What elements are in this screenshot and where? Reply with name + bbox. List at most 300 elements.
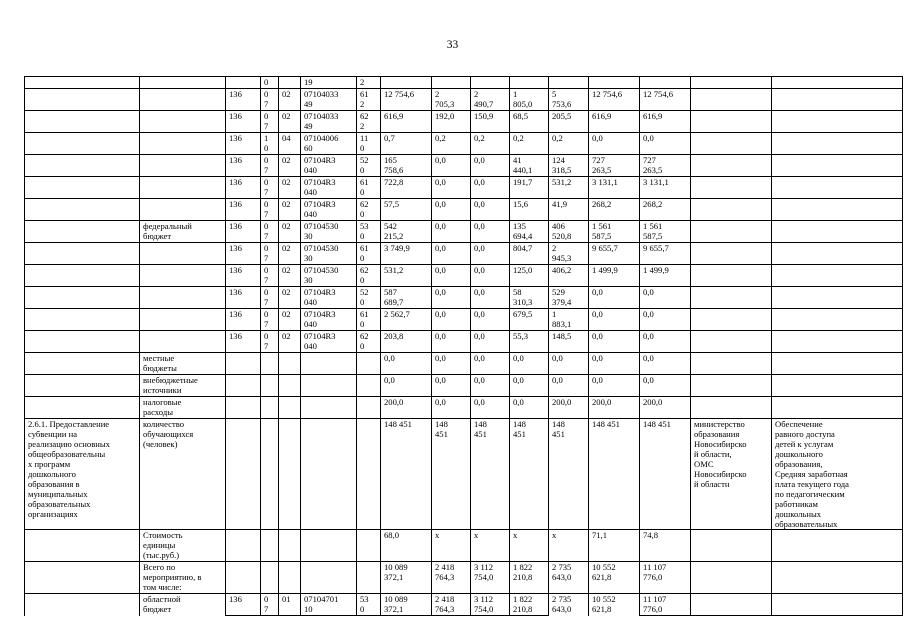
table-cell: 62 2 — [357, 111, 381, 133]
table-cell: 07104033 49 — [301, 111, 357, 133]
table-cell: 0 7 — [261, 155, 279, 177]
table-cell: 2 735 643,0 — [549, 594, 589, 616]
table-cell: 0,0 — [589, 375, 640, 397]
table-cell: 07104R3 040 — [301, 155, 357, 177]
table-cell: 52 0 — [357, 287, 381, 309]
table-row — [25, 419, 903, 530]
table-cell — [261, 562, 279, 594]
table-cell: 0,0 — [471, 397, 510, 419]
table-cell — [226, 353, 261, 375]
table-cell: 2 735 643,0 — [549, 562, 589, 594]
table-cell: 268,2 — [589, 199, 640, 221]
table-row — [25, 133, 903, 155]
table-cell — [25, 594, 140, 616]
table-cell — [226, 530, 261, 562]
table-cell: 0,0 — [432, 397, 471, 419]
table-cell: 61 0 — [357, 243, 381, 265]
table-cell: 148 451 — [432, 419, 471, 530]
table-cell — [261, 419, 279, 530]
table-cell: 587 689,7 — [381, 287, 432, 309]
table-cell — [261, 353, 279, 375]
table-cell — [25, 111, 140, 133]
table-cell — [691, 562, 772, 594]
table-cell: 148 451 — [549, 419, 589, 530]
table-cell: 0,0 — [432, 309, 471, 331]
table-cell: 61 0 — [357, 309, 381, 331]
table-cell: 15,6 — [510, 199, 549, 221]
table-cell: 136 — [226, 331, 261, 353]
table-cell — [25, 287, 140, 309]
table-cell — [691, 397, 772, 419]
table-cell: 136 — [226, 243, 261, 265]
table-cell — [25, 530, 140, 562]
table-cell: 2.6.1. Предоставление субвенции на реализацию основных общеобразовательны х программ дошкольного образования в муниципальных образовательных организациях — [25, 419, 140, 530]
table-cell: 11 0 — [357, 133, 381, 155]
table-cell — [25, 265, 140, 287]
table-cell — [432, 77, 471, 89]
table-cell: 02 — [279, 331, 301, 353]
table-cell: 3 112 754,0 — [471, 562, 510, 594]
table-cell — [691, 530, 772, 562]
table-cell: 62 0 — [357, 265, 381, 287]
table-cell: местные бюджеты — [140, 353, 226, 375]
table-cell — [25, 562, 140, 594]
table-cell — [772, 265, 903, 287]
table-cell — [25, 331, 140, 353]
table-cell: 135 694,4 — [510, 221, 549, 243]
table-cell: 0,0 — [471, 331, 510, 353]
table-cell: 0,0 — [589, 287, 640, 309]
table-cell: 136 — [226, 111, 261, 133]
table-cell: 0,0 — [589, 331, 640, 353]
table-cell — [589, 77, 640, 89]
budget-table — [24, 76, 903, 616]
table-cell: 616,9 — [381, 111, 432, 133]
table-cell: 0,2 — [510, 133, 549, 155]
table-cell — [357, 419, 381, 530]
table-cell: 3 131,1 — [589, 177, 640, 199]
table-cell: 0 7 — [261, 287, 279, 309]
table-cell — [772, 77, 903, 89]
table-cell: 722,8 — [381, 177, 432, 199]
table-cell: 71,1 — [589, 530, 640, 562]
table-cell: 804,7 — [510, 243, 549, 265]
table-cell: 0 7 — [261, 199, 279, 221]
table-cell — [691, 287, 772, 309]
table-cell: 07104R3 040 — [301, 177, 357, 199]
table-cell: 0 7 — [261, 89, 279, 111]
table-cell: 9 655,7 — [640, 243, 691, 265]
table-cell: 0,0 — [471, 353, 510, 375]
table-cell: 1 561 587,5 — [640, 221, 691, 243]
table-cell: 0,2 — [432, 133, 471, 155]
table-cell — [226, 397, 261, 419]
table-cell: 531,2 — [549, 177, 589, 199]
table-cell — [772, 133, 903, 155]
table-cell — [691, 155, 772, 177]
table-cell: 406,2 — [549, 265, 589, 287]
table-cell — [279, 77, 301, 89]
table-cell: 02 — [279, 309, 301, 331]
table-cell — [25, 353, 140, 375]
table-cell: 02 — [279, 221, 301, 243]
table-cell: 04 — [279, 133, 301, 155]
table-cell: 02 — [279, 287, 301, 309]
table-cell: 3 749,9 — [381, 243, 432, 265]
table-cell: 616,9 — [589, 111, 640, 133]
table-cell: 0,0 — [432, 375, 471, 397]
table-row — [25, 594, 903, 616]
table-cell: 136 — [226, 287, 261, 309]
table-cell — [25, 177, 140, 199]
table-cell: 02 — [279, 89, 301, 111]
table-cell: 125,0 — [510, 265, 549, 287]
table-cell — [357, 397, 381, 419]
table-cell: 0,0 — [432, 265, 471, 287]
table-cell — [140, 89, 226, 111]
table-cell: 0,0 — [510, 397, 549, 419]
table-cell — [772, 243, 903, 265]
table-cell — [226, 77, 261, 89]
table-cell — [691, 199, 772, 221]
table-cell: 02 — [279, 155, 301, 177]
table-cell: областной бюджет — [140, 594, 226, 616]
table-cell: 41 440,1 — [510, 155, 549, 177]
table-cell: 148 451 — [471, 419, 510, 530]
table-row — [25, 309, 903, 331]
table-cell: 07104530 30 — [301, 221, 357, 243]
table-cell: 0,0 — [640, 331, 691, 353]
table-row — [25, 243, 903, 265]
table-cell: 0 7 — [261, 111, 279, 133]
table-cell: 136 — [226, 594, 261, 616]
table-cell: x — [471, 530, 510, 562]
table-cell — [772, 177, 903, 199]
table-cell: 0,0 — [432, 287, 471, 309]
table-cell: 0,0 — [381, 375, 432, 397]
table-cell: 5 753,6 — [549, 89, 589, 111]
table-cell: 02 — [279, 111, 301, 133]
table-cell — [25, 133, 140, 155]
table-cell: 0,0 — [640, 287, 691, 309]
table-cell: 0,0 — [589, 353, 640, 375]
table-cell: 0,0 — [471, 287, 510, 309]
table-cell — [772, 375, 903, 397]
table-cell — [691, 133, 772, 155]
table-cell: 0,0 — [432, 221, 471, 243]
table-cell — [25, 221, 140, 243]
table-cell: 11 107 776,0 — [640, 594, 691, 616]
table-cell: 148 451 — [381, 419, 432, 530]
table-cell: 0,0 — [471, 199, 510, 221]
table-cell — [772, 594, 903, 616]
table-cell — [140, 77, 226, 89]
table-cell: 0,0 — [510, 353, 549, 375]
table-cell: 136 — [226, 155, 261, 177]
table-cell: 12 754,6 — [381, 89, 432, 111]
table-cell: 12 754,6 — [589, 89, 640, 111]
table-cell — [772, 353, 903, 375]
table-cell — [140, 199, 226, 221]
table-cell: 191,7 — [510, 177, 549, 199]
table-cell: 0 7 — [261, 594, 279, 616]
table-cell: 62 0 — [357, 199, 381, 221]
table-cell: 1 0 — [261, 133, 279, 155]
table-cell: 1 805,0 — [510, 89, 549, 111]
table-cell: 0,0 — [549, 353, 589, 375]
table-cell: 0 7 — [261, 221, 279, 243]
table-cell: 148 451 — [640, 419, 691, 530]
table-row — [25, 221, 903, 243]
table-cell: 531,2 — [381, 265, 432, 287]
table-cell: 11 107 776,0 — [640, 562, 691, 594]
table-cell: 679,5 — [510, 309, 549, 331]
table-cell: 0,0 — [432, 177, 471, 199]
table-cell: 0,0 — [432, 155, 471, 177]
table-cell: 2 705,3 — [432, 89, 471, 111]
table-cell: 10 089 372,1 — [381, 594, 432, 616]
table-row — [25, 155, 903, 177]
table-cell — [691, 375, 772, 397]
table-cell: 0 7 — [261, 177, 279, 199]
table-cell — [772, 89, 903, 111]
table-cell: 136 — [226, 309, 261, 331]
table-cell: x — [549, 530, 589, 562]
table-cell: 68,0 — [381, 530, 432, 562]
table-cell: 0,0 — [589, 309, 640, 331]
table-cell — [140, 309, 226, 331]
table-row — [25, 89, 903, 111]
table-cell — [772, 562, 903, 594]
table-cell: внебюджетные источники — [140, 375, 226, 397]
table-cell: 2 418 764,3 — [432, 562, 471, 594]
table-cell: 205,5 — [549, 111, 589, 133]
table-cell: 02 — [279, 265, 301, 287]
table-cell — [261, 397, 279, 419]
table-cell — [25, 243, 140, 265]
table-cell — [279, 397, 301, 419]
table-cell: 1 883,1 — [549, 309, 589, 331]
table-cell — [772, 309, 903, 331]
table-cell: 542 215,2 — [381, 221, 432, 243]
table-row — [25, 331, 903, 353]
table-cell: 0,2 — [471, 133, 510, 155]
page-number: 33 — [446, 39, 459, 51]
table-cell: 9 655,7 — [589, 243, 640, 265]
table-row — [25, 177, 903, 199]
table-cell: 0,0 — [381, 353, 432, 375]
table-cell: 07104R3 040 — [301, 309, 357, 331]
table-cell — [301, 375, 357, 397]
table-cell — [691, 177, 772, 199]
table-cell — [691, 243, 772, 265]
table-cell — [140, 265, 226, 287]
table-cell — [691, 221, 772, 243]
table-cell: 07104006 60 — [301, 133, 357, 155]
table-cell: 2 418 764,3 — [432, 594, 471, 616]
table-cell: 0,0 — [640, 353, 691, 375]
table-cell: 1 561 587,5 — [589, 221, 640, 243]
table-cell: 0,0 — [471, 155, 510, 177]
table-row — [25, 530, 903, 562]
table-cell — [25, 375, 140, 397]
table-cell: 200,0 — [381, 397, 432, 419]
table-cell — [772, 331, 903, 353]
table-cell: 136 — [226, 221, 261, 243]
table-cell: 136 — [226, 265, 261, 287]
table-cell: 0,0 — [471, 177, 510, 199]
table-cell: 150,9 — [471, 111, 510, 133]
table-cell: x — [432, 530, 471, 562]
table-cell — [691, 594, 772, 616]
table-cell — [25, 155, 140, 177]
table-cell — [279, 562, 301, 594]
table-cell: 0 7 — [261, 309, 279, 331]
table-cell: 07104R3 040 — [301, 331, 357, 353]
table-cell — [25, 77, 140, 89]
table-row — [25, 397, 903, 419]
table-cell: 0,0 — [471, 243, 510, 265]
table-cell: 0,0 — [589, 133, 640, 155]
table-cell: 41,9 — [549, 199, 589, 221]
table-cell — [25, 309, 140, 331]
table-cell — [510, 77, 549, 89]
table-cell — [691, 309, 772, 331]
table-cell: x — [510, 530, 549, 562]
table-cell — [301, 419, 357, 530]
table-row — [25, 375, 903, 397]
table-cell: 53 0 — [357, 221, 381, 243]
table-cell: 2 490,7 — [471, 89, 510, 111]
table-cell — [549, 77, 589, 89]
table-cell — [691, 331, 772, 353]
table-cell: 136 — [226, 133, 261, 155]
table-cell — [691, 265, 772, 287]
table-cell: 136 — [226, 177, 261, 199]
table-cell — [140, 177, 226, 199]
table-cell — [279, 353, 301, 375]
table-cell: 07104701 10 — [301, 594, 357, 616]
table-cell: Всего по мероприятию, в том числе: — [140, 562, 226, 594]
table-cell: 02 — [279, 199, 301, 221]
table-cell: 200,0 — [549, 397, 589, 419]
table-cell: 01 — [279, 594, 301, 616]
table-cell — [772, 530, 903, 562]
table-cell — [140, 331, 226, 353]
table-body — [25, 77, 903, 616]
table-row — [25, 111, 903, 133]
table-cell: 53 0 — [357, 594, 381, 616]
table-cell: 2 — [357, 77, 381, 89]
table-cell — [772, 397, 903, 419]
table-cell — [772, 111, 903, 133]
table-cell: 3 112 754,0 — [471, 594, 510, 616]
table-cell: 07104R3 040 — [301, 287, 357, 309]
table-cell: 0 7 — [261, 243, 279, 265]
table-cell — [301, 530, 357, 562]
table-cell: 12 754,6 — [640, 89, 691, 111]
table-cell: 10 552 621,8 — [589, 594, 640, 616]
table-cell: 0,7 — [381, 133, 432, 155]
table-cell: 0,0 — [640, 309, 691, 331]
table-cell — [279, 419, 301, 530]
table-cell: 136 — [226, 89, 261, 111]
table-cell — [25, 397, 140, 419]
table-cell — [279, 530, 301, 562]
table-cell: 268,2 — [640, 199, 691, 221]
table-row — [25, 265, 903, 287]
table-cell: 0,0 — [432, 331, 471, 353]
table-cell: 07104530 30 — [301, 243, 357, 265]
table-row — [25, 562, 903, 594]
table-cell: 07104R3 040 — [301, 199, 357, 221]
table-cell: 02 — [279, 177, 301, 199]
table-cell — [357, 353, 381, 375]
table-cell: количество обучающихся (человек) — [140, 419, 226, 530]
table-cell: 2 562,7 — [381, 309, 432, 331]
table-cell: 0,0 — [510, 375, 549, 397]
table-cell: 61 2 — [357, 89, 381, 111]
table-cell: 0,0 — [640, 133, 691, 155]
table-cell: 727 263,5 — [589, 155, 640, 177]
table-cell — [301, 397, 357, 419]
table-cell: 124 318,5 — [549, 155, 589, 177]
table-cell: 02 — [279, 243, 301, 265]
table-cell: 406 520,8 — [549, 221, 589, 243]
table-cell: 58 310,3 — [510, 287, 549, 309]
table-cell: 0,0 — [471, 265, 510, 287]
table-cell — [140, 287, 226, 309]
table-cell: 1 822 210,8 — [510, 594, 549, 616]
table-cell — [772, 287, 903, 309]
table-cell: 0,0 — [549, 375, 589, 397]
table-cell — [772, 199, 903, 221]
table-cell: 1 499,9 — [640, 265, 691, 287]
table-cell: 1 499,9 — [589, 265, 640, 287]
table-cell: 0,0 — [432, 353, 471, 375]
table-row — [25, 353, 903, 375]
table-cell: 0 7 — [261, 331, 279, 353]
table-cell: 10 089 372,1 — [381, 562, 432, 594]
table-cell: 0,0 — [471, 221, 510, 243]
table-cell — [226, 419, 261, 530]
table-cell: 200,0 — [589, 397, 640, 419]
table-cell: 529 379,4 — [549, 287, 589, 309]
table-cell — [301, 353, 357, 375]
table-cell — [25, 199, 140, 221]
table-cell: 68,5 — [510, 111, 549, 133]
table-cell: 203,8 — [381, 331, 432, 353]
table-cell — [140, 155, 226, 177]
table-cell: министерство образования Новосибирско й области, ОМС Новосибирско й областн — [691, 419, 772, 530]
table-cell: 148 451 — [510, 419, 549, 530]
table-cell — [640, 77, 691, 89]
table-cell: 07104033 49 — [301, 89, 357, 111]
table-cell — [691, 77, 772, 89]
table-cell — [691, 89, 772, 111]
table-row — [25, 77, 903, 89]
table-cell — [691, 353, 772, 375]
table-cell: 0,0 — [471, 309, 510, 331]
table-cell: 0,0 — [432, 243, 471, 265]
table-cell — [357, 530, 381, 562]
table-cell: 148,5 — [549, 331, 589, 353]
table-cell — [772, 155, 903, 177]
table-cell — [471, 77, 510, 89]
table-cell: 2 945,3 — [549, 243, 589, 265]
table-cell: 74,8 — [640, 530, 691, 562]
table-cell — [261, 530, 279, 562]
